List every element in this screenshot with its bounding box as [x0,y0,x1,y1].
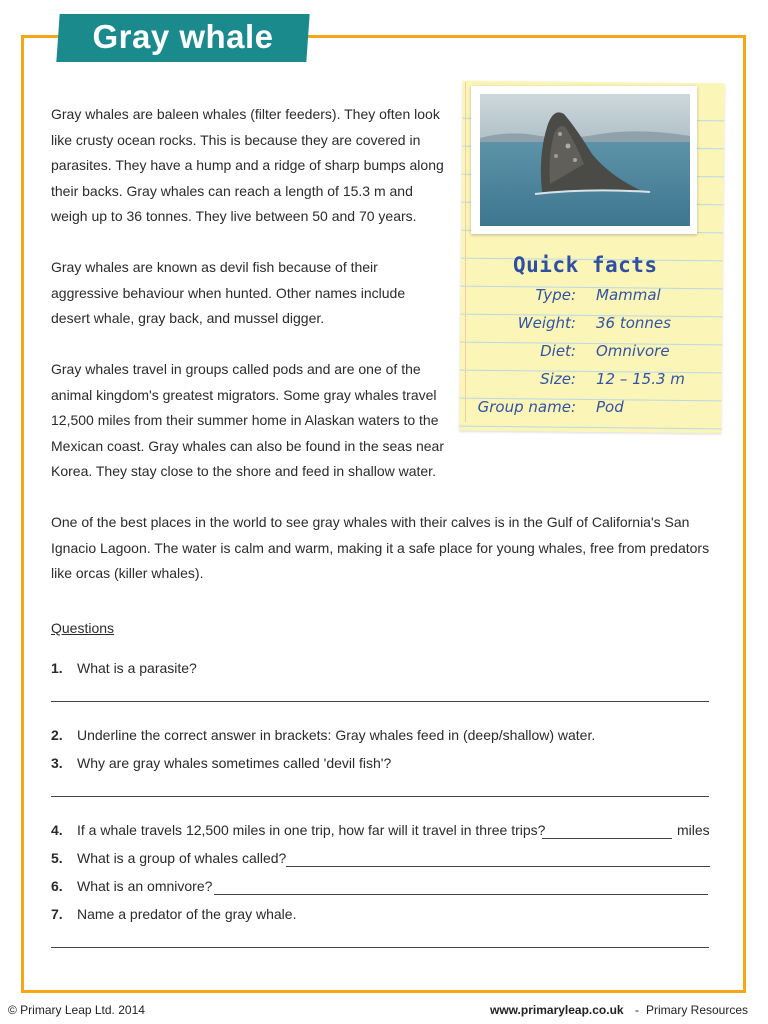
paragraph-2: Gray whales are known as devil fish because of their aggressive behaviour when hunted. Other names include desert whale, gray back, and mussel digger. [51,259,406,326]
footer-website-link[interactable]: www.primaryleap.co.uk [490,1003,624,1017]
question-6-text: What is an omnivore? [77,878,213,894]
fact-value-weight: 36 tonnes [596,314,671,332]
paragraph-4: One of the best places in the world to see gray whales with their calves is in the Gulf of California's San Ignacio Lagoon. The water is calm and warm, making it a safe place for young whales, free from predators like orcas (killer whales). [51,514,710,581]
fact-label-group: Group name: [477,398,576,416]
question-5-number: 5. [51,850,63,866]
fact-value-group: Pod [596,398,624,416]
question-1-text: What is a parasite? [77,660,197,676]
answer-line-3[interactable] [51,796,709,797]
footer-separator: - [635,1003,639,1017]
question-1-number: 1. [51,660,63,676]
paragraph-1: Gray whales are baleen whales (filter feeders). They often look like crusty ocean rocks. This is because they are covered in parasites. They have a hump and a ridge of sharp bumps along their backs. Gray whales can reach a length of 15.3 m and weigh up to 36 tonnes. They live between 50 and 70 years. [51,106,444,224]
fact-value-size: 12 – 15.3 m [596,370,685,388]
answer-line-5[interactable] [286,866,710,867]
fact-value-diet: Omnivore [596,342,670,360]
question-6-number: 6. [51,878,63,894]
question-2-text: Underline the correct answer in brackets: Gray whales feed in (deep/shallow) water. [77,727,596,743]
footer-resources: Primary Resources [646,1003,749,1017]
question-3-text: Why are gray whales sometimes called 'devil fish'? [77,755,392,771]
question-3-number: 3. [51,755,63,771]
question-7-text: Name a predator of the gray whale. [77,906,297,922]
question-2-number: 2. [51,727,63,743]
quick-facts-title: Quick facts [513,253,658,277]
fact-label-type: Type: [535,286,576,304]
fact-label-size: Size: [540,370,576,388]
paragraph-3: Gray whales travel in groups called pods and are one of the animal kingdom's greatest migrators. Some gray whales travel 12,500 miles from their summer home in Alaskan waters to the Mexican coast. Gray whales can also be found in the seas near Korea. They stay close to the shore and feed in shallow water. [51,361,444,479]
answer-line-6[interactable] [214,894,708,895]
answer-line-4[interactable] [542,838,672,839]
question-4-number: 4. [51,822,63,838]
fact-label-weight: Weight: [517,314,576,332]
question-4-unit: miles [677,822,710,838]
questions-heading: Questions [51,620,115,636]
answer-line-7[interactable] [51,947,709,948]
page-title: Gray whale [92,18,274,55]
fact-value-type: Mammal [596,286,661,304]
question-5-text: What is a group of whales called? [77,850,287,866]
answer-line-1[interactable] [51,701,709,702]
fact-label-diet: Diet: [540,342,576,360]
question-7-number: 7. [51,906,63,922]
question-4-text: If a whale travels 12,500 miles in one trip, how far will it travel in three trips? [77,822,546,838]
footer-copyright: © Primary Leap Ltd. 2014 [8,1003,145,1017]
whale-photo [471,86,697,234]
